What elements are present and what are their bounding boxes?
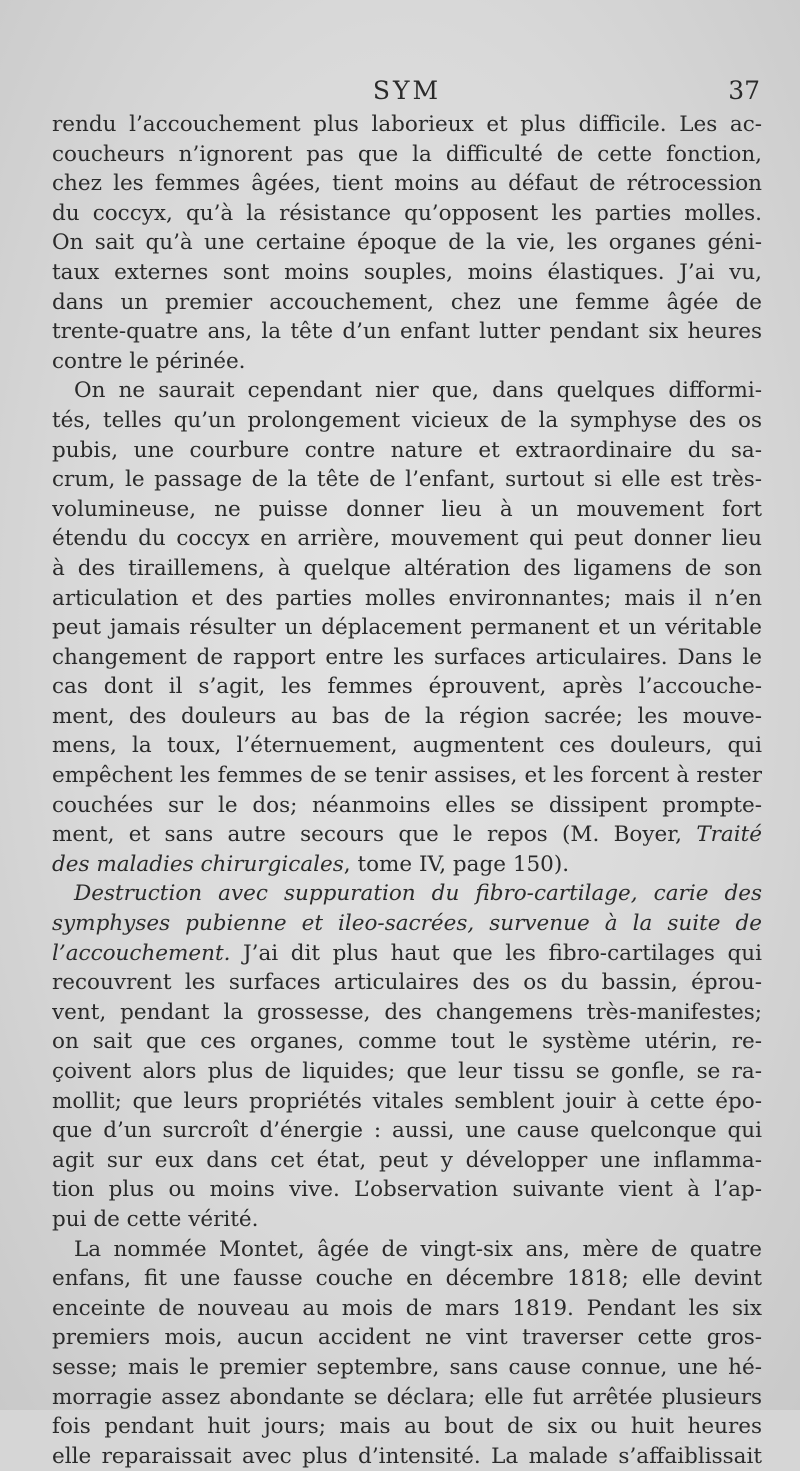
text-line bbox=[52, 1087, 762, 1117]
text-run: dans un premier accouchement, chez une femme âgée de bbox=[52, 289, 762, 315]
text-line bbox=[52, 199, 762, 229]
text-line bbox=[52, 1116, 762, 1146]
text-line bbox=[52, 317, 762, 347]
text-run: chez les femmes âgées, tient moins au défaut de rétrocession bbox=[52, 171, 762, 197]
text-run: volumineuse, ne puisse donner lieu à un mouvement fort bbox=[52, 496, 762, 522]
text-run: morragie assez abondante se déclara; elle fut arrêtée plusieurs bbox=[52, 1384, 762, 1410]
text-line bbox=[52, 1383, 762, 1413]
text-run: à des tiraillemens, à quelque altération des ligamens de son bbox=[52, 555, 762, 581]
italic-text-run: Traité bbox=[696, 822, 762, 848]
text-line bbox=[52, 1027, 762, 1057]
text-run: trente-quatre ans, la tête d’un enfant lutter pendant six heures bbox=[52, 319, 762, 345]
text-run: agit sur eux dans cet état, peut y développer une inflamma- bbox=[52, 1147, 762, 1173]
text-line bbox=[52, 554, 762, 584]
text-line bbox=[52, 465, 762, 495]
text-run: couchées sur le dos; néanmoins elles se dissipent prompte- bbox=[52, 792, 762, 818]
text-line bbox=[52, 140, 762, 170]
page-number: 37 bbox=[728, 76, 760, 105]
text-run: çoivent alors plus de liquides; que leur tissu se gonfle, se ra- bbox=[52, 1059, 762, 1084]
text-run: enceinte de nouveau au mois de mars 1819. Pendant les six bbox=[52, 1295, 762, 1321]
page-header bbox=[54, 74, 760, 108]
text-line bbox=[52, 643, 762, 673]
running-head: SYM bbox=[372, 76, 442, 105]
text-line bbox=[52, 1057, 762, 1087]
text-line bbox=[52, 436, 762, 466]
text-line bbox=[52, 406, 762, 436]
text-run: du coccyx, qu’à la résistance qu’opposent les parties molles. bbox=[52, 200, 762, 226]
text-run: crum, le passage de la tête de l’enfant, surtout si elle est très- bbox=[52, 467, 762, 493]
text-run: elle reparaissait avec plus d’intensité. La malade s’affaiblissait bbox=[52, 1443, 762, 1469]
text-run: La nommée Montet, âgée de vingt-six ans, mère de quatre bbox=[74, 1236, 762, 1262]
text-line bbox=[52, 1146, 762, 1176]
text-line bbox=[52, 761, 762, 791]
text-run: pui de cette vérité. bbox=[52, 1206, 259, 1232]
text-line bbox=[52, 228, 762, 258]
text-run: , tome IV, page 150). bbox=[343, 851, 570, 877]
text-run: taux externes sont moins souples, moins élastiques. J’ai vu, bbox=[52, 259, 762, 285]
text-run: empêchent les femmes de se tenir assises, et les forcent à rester bbox=[52, 763, 762, 789]
text-line bbox=[52, 672, 762, 702]
italic-text-run: des maladies chirurgicales bbox=[52, 851, 344, 877]
text-line bbox=[52, 347, 762, 377]
text-line bbox=[52, 1412, 762, 1442]
text-line bbox=[52, 1294, 762, 1324]
text-line bbox=[52, 702, 762, 732]
text-line bbox=[52, 288, 762, 318]
text-line bbox=[52, 1175, 762, 1205]
italic-text-run: Destruction avec suppuration du fibro-cartilage, carie des bbox=[74, 881, 762, 907]
text-line bbox=[52, 584, 762, 614]
italic-text-run: symphyses pubienne et ileo-sacrées, survenue à la suite de bbox=[52, 911, 762, 937]
text-line bbox=[52, 1353, 762, 1383]
italic-text-run: l’accouchement. bbox=[52, 940, 231, 966]
text-line bbox=[52, 524, 762, 554]
text-run: fois pendant huit jours; mais au bout de six ou huit heures bbox=[52, 1414, 762, 1440]
text-run: tion plus ou moins vive. L’observation suivante vient à l’ap- bbox=[52, 1177, 762, 1203]
text-line bbox=[52, 169, 762, 199]
text-run: ment, des douleurs au bas de la région sacrée; les mouve- bbox=[52, 703, 762, 729]
text-run: on sait que ces organes, comme tout le système utérin, re- bbox=[52, 1029, 762, 1055]
text-run: On sait qu’à une certaine époque de la vie, les organes géni- bbox=[52, 230, 762, 256]
text-run: peut jamais résulter un déplacement permanent et un véritable bbox=[52, 615, 762, 641]
text-line bbox=[52, 820, 762, 850]
text-run: mens, la toux, l’éternuement, augmentent ces douleurs, qui bbox=[52, 733, 762, 759]
text-run: vent, pendant la grossesse, des changemens très-manifestes; bbox=[52, 999, 762, 1025]
text-line bbox=[52, 1442, 762, 1471]
text-line bbox=[52, 998, 762, 1028]
text-run: recouvrent les surfaces articulaires des os du bassin, éprou- bbox=[52, 970, 762, 996]
text-run: cas dont il s’agit, les femmes éprouvent, après l’accouche- bbox=[52, 674, 762, 700]
text-line bbox=[52, 376, 762, 406]
text-run: contre le périnée. bbox=[52, 348, 246, 374]
text-line bbox=[52, 731, 762, 761]
text-run: articulation et des parties molles environnantes; mais il n’en bbox=[52, 585, 762, 611]
text-run: J’ai dit plus haut que les fibro-cartilages qui bbox=[230, 940, 762, 966]
text-line bbox=[52, 1323, 762, 1353]
text-run: changement de rapport entre les surfaces articulaires. Dans le bbox=[52, 644, 762, 670]
text-line bbox=[52, 495, 762, 525]
text-line bbox=[52, 613, 762, 643]
text-line bbox=[52, 258, 762, 288]
text-run: On ne saurait cependant nier que, dans quelques difformi- bbox=[74, 378, 762, 404]
text-line bbox=[52, 1205, 762, 1235]
text-line bbox=[52, 939, 762, 969]
text-run: que d’un surcroît d’énergie : aussi, une cause quelconque qui bbox=[52, 1118, 762, 1144]
text-line bbox=[52, 1264, 762, 1294]
text-line bbox=[52, 968, 762, 998]
text-line bbox=[52, 791, 762, 821]
text-run: rendu l’accouchement plus laborieux et plus difficile. Les ac- bbox=[52, 112, 762, 137]
text-run: coucheurs n’ignorent pas que la difficulté de cette fonction, bbox=[52, 141, 762, 167]
text-line bbox=[52, 850, 762, 880]
text-line bbox=[52, 110, 762, 140]
text-run: premiers mois, aucun accident ne vint traverser cette gros- bbox=[52, 1325, 762, 1351]
text-run: ment, et sans autre secours que le repos (M. Boyer, bbox=[52, 822, 697, 848]
text-line bbox=[52, 1235, 762, 1265]
text-run: tés, telles qu’un prolongement vicieux de la symphyse des os bbox=[52, 407, 762, 433]
body-text bbox=[52, 110, 762, 1471]
text-run: sesse; mais le premier septembre, sans cause connue, une hé- bbox=[52, 1354, 762, 1380]
text-line bbox=[52, 879, 762, 909]
text-run: pubis, une courbure contre nature et extraordinaire du sa- bbox=[52, 437, 762, 463]
text-run: étendu du coccyx en arrière, mouvement qui peut donner lieu bbox=[52, 526, 762, 552]
text-run: enfans, fit une fausse couche en décembre 1818; elle devint bbox=[52, 1266, 762, 1292]
text-run: mollit; que leurs propriétés vitales semblent jouir à cette épo- bbox=[52, 1088, 762, 1114]
text-line bbox=[52, 909, 762, 939]
